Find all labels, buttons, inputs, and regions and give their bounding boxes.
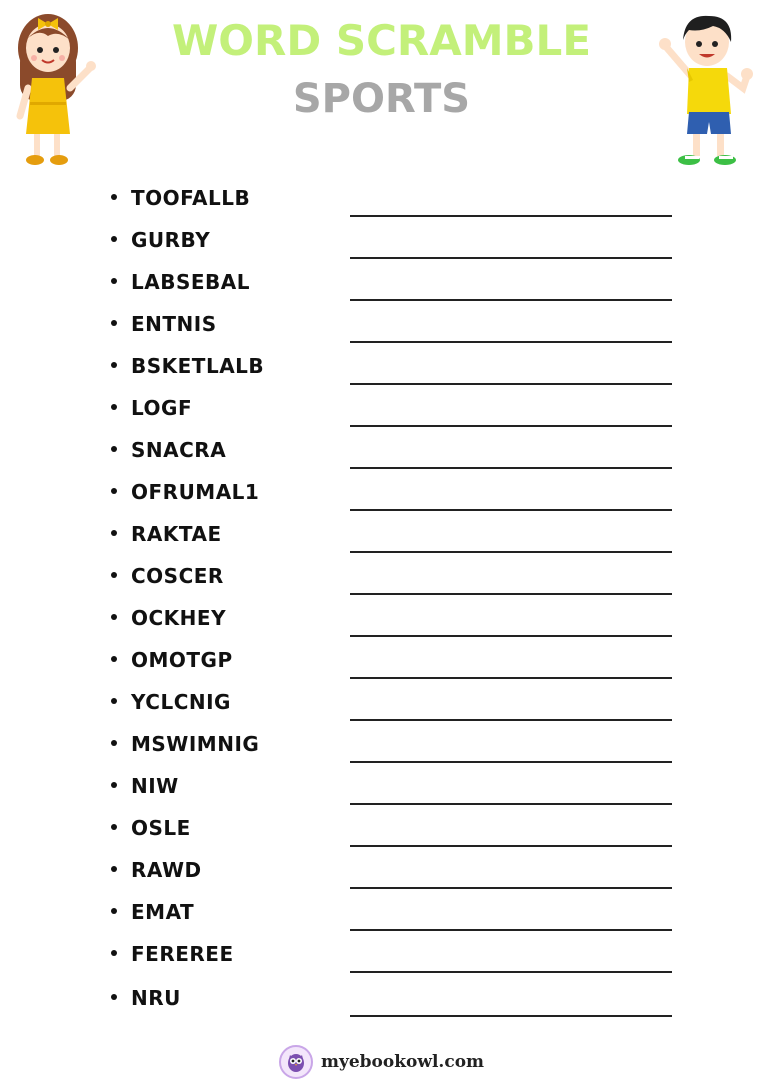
word-row — [0, 180, 763, 222]
answer-line[interactable] — [350, 971, 672, 973]
page-subtitle: SPORTS — [292, 76, 471, 122]
answer-line[interactable] — [350, 593, 672, 595]
bullet-icon — [111, 572, 117, 578]
bullet-icon — [111, 446, 117, 452]
word-row — [0, 642, 763, 684]
footer — [0, 1042, 763, 1082]
scrambled-word: OFRUMAL1 — [131, 480, 260, 504]
scrambled-word: RAWD — [131, 858, 202, 882]
answer-line[interactable] — [350, 509, 672, 511]
answer-line[interactable] — [350, 761, 672, 763]
bullet-icon — [111, 320, 117, 326]
bullet-icon — [111, 278, 117, 284]
bullet-icon — [111, 994, 117, 1000]
answer-line[interactable] — [350, 635, 672, 637]
scrambled-word: SNACRA — [131, 438, 227, 462]
scrambled-word: TOOFALLB — [131, 186, 251, 210]
bullet-icon — [111, 530, 117, 536]
scrambled-word: BSKETLALB — [131, 354, 265, 378]
owl-logo-icon — [279, 1045, 313, 1079]
scrambled-word: EMAT — [131, 900, 195, 924]
word-row — [0, 348, 763, 390]
word-row — [0, 474, 763, 516]
answer-line[interactable] — [350, 719, 672, 721]
scrambled-word: ENTNIS — [131, 312, 217, 336]
word-row — [0, 684, 763, 726]
word-row — [0, 894, 763, 936]
answer-line[interactable] — [350, 845, 672, 847]
answer-line[interactable] — [350, 383, 672, 385]
bullet-icon — [111, 194, 117, 200]
scrambled-word: OSLE — [131, 816, 191, 840]
bullet-icon — [111, 950, 117, 956]
answer-line[interactable] — [350, 803, 672, 805]
word-row — [0, 432, 763, 474]
scrambled-word: OCKHEY — [131, 606, 227, 630]
bullet-icon — [111, 824, 117, 830]
word-row — [0, 852, 763, 894]
bullet-icon — [111, 362, 117, 368]
scrambled-word: GURBY — [131, 228, 211, 252]
word-row — [0, 264, 763, 306]
answer-line[interactable] — [350, 551, 672, 553]
bullet-icon — [111, 404, 117, 410]
word-row — [0, 390, 763, 432]
word-row — [0, 516, 763, 558]
bullet-icon — [111, 614, 117, 620]
bullet-icon — [111, 236, 117, 242]
bullet-icon — [111, 488, 117, 494]
scrambled-word: LOGF — [131, 396, 193, 420]
word-row — [0, 936, 763, 978]
page-title: WORD SCRAMBLE — [171, 16, 592, 65]
bullet-icon — [111, 656, 117, 662]
word-row — [0, 810, 763, 852]
scrambled-word: NIW — [131, 774, 179, 798]
word-row — [0, 980, 763, 1022]
answer-line[interactable] — [350, 215, 672, 217]
scrambled-word: NRU — [131, 986, 181, 1010]
word-row — [0, 222, 763, 264]
scrambled-word: MSWIMNIG — [131, 732, 260, 756]
answer-line[interactable] — [350, 887, 672, 889]
word-row — [0, 600, 763, 642]
word-row — [0, 726, 763, 768]
scrambled-word: COSCER — [131, 564, 224, 588]
bullet-icon — [111, 740, 117, 746]
bullet-icon — [111, 866, 117, 872]
answer-line[interactable] — [350, 929, 672, 931]
scrambled-word: OMOTGP — [131, 648, 233, 672]
footer-site-link[interactable]: myebookowl.com — [320, 1052, 485, 1072]
bullet-icon — [111, 698, 117, 704]
answer-line[interactable] — [350, 299, 672, 301]
scrambled-word: LABSEBAL — [131, 270, 250, 294]
answer-line[interactable] — [350, 341, 672, 343]
scrambled-word: RAKTAE — [131, 522, 222, 546]
bullet-icon — [111, 782, 117, 788]
word-row — [0, 768, 763, 810]
answer-line[interactable] — [350, 425, 672, 427]
word-row — [0, 558, 763, 600]
bullet-icon — [111, 908, 117, 914]
answer-line[interactable] — [350, 467, 672, 469]
scrambled-word: YCLCNIG — [131, 690, 231, 714]
answer-line[interactable] — [350, 1015, 672, 1017]
answer-line[interactable] — [350, 257, 672, 259]
word-row — [0, 306, 763, 348]
answer-line[interactable] — [350, 677, 672, 679]
scrambled-word: FEREREE — [131, 942, 234, 966]
